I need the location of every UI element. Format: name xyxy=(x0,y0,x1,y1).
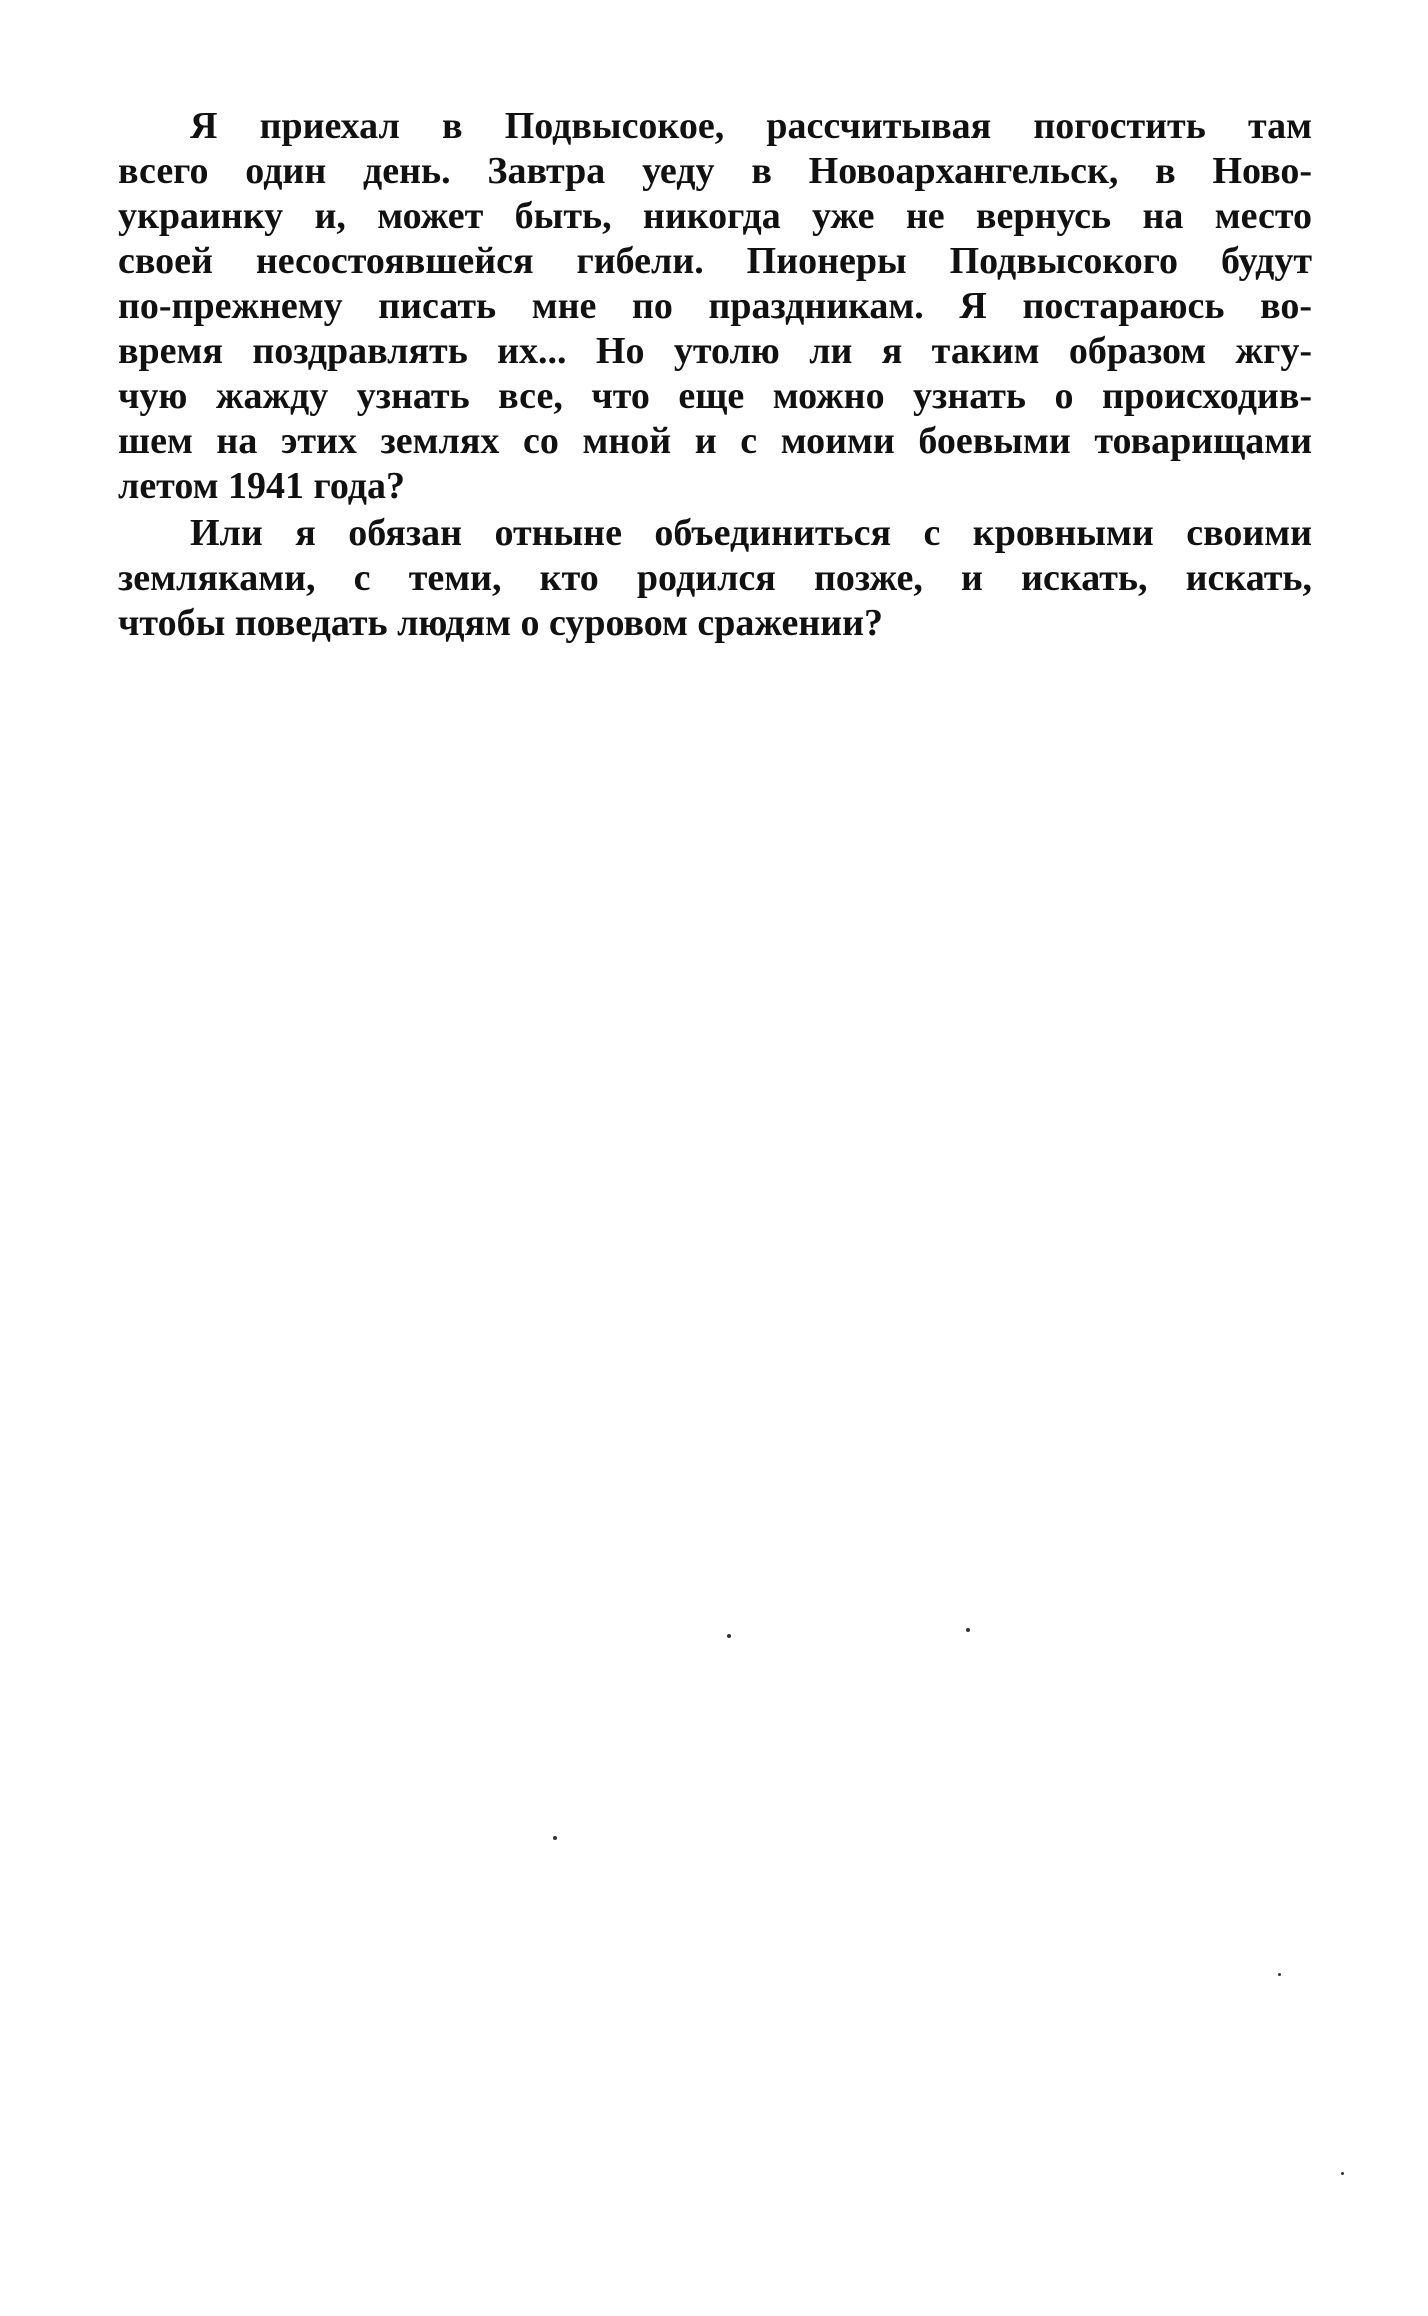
paragraph-line: Или я обязан отныне объединиться с кровными своими xyxy=(190,512,1312,554)
scan-speck xyxy=(1341,2172,1344,2175)
scan-speck xyxy=(966,1628,970,1632)
page-text xyxy=(118,104,1312,646)
scan-speck xyxy=(553,1836,557,1840)
scan-speck xyxy=(727,1634,731,1638)
paragraph-line: чтобы поведать людям о суровом сражении? xyxy=(118,602,884,644)
scan-speck xyxy=(1278,1973,1281,1976)
paragraph-1 xyxy=(118,104,1312,509)
paragraph-line: своей несостоявшейся гибели. Пионеры Подвысокого будут xyxy=(118,240,1312,282)
paragraph-line: Я приехал в Подвысокое, рассчитывая погостить там xyxy=(190,105,1312,147)
paragraph-2 xyxy=(118,511,1312,646)
paragraph-line: чую жажду узнать все, что еще можно узнать о происходив- xyxy=(118,375,1312,417)
paragraph-line: земляками, с теми, кто родился позже, и искать, искать, xyxy=(118,557,1312,599)
paragraph-line: шем на этих землях со мной и с моими боевыми товарищами xyxy=(118,420,1312,462)
paragraph-line: всего один день. Завтра уеду в Новоархангельск, в Ново- xyxy=(118,150,1312,192)
paragraph-line: летом 1941 года? xyxy=(118,465,405,507)
paragraph-line: украинку и, может быть, никогда уже не вернусь на место xyxy=(118,195,1312,237)
paragraph-line: время поздравлять их... Но утолю ли я таким образом жгу- xyxy=(118,330,1312,372)
paragraph-line: по-прежнему писать мне по праздникам. Я постараюсь во- xyxy=(118,285,1312,327)
